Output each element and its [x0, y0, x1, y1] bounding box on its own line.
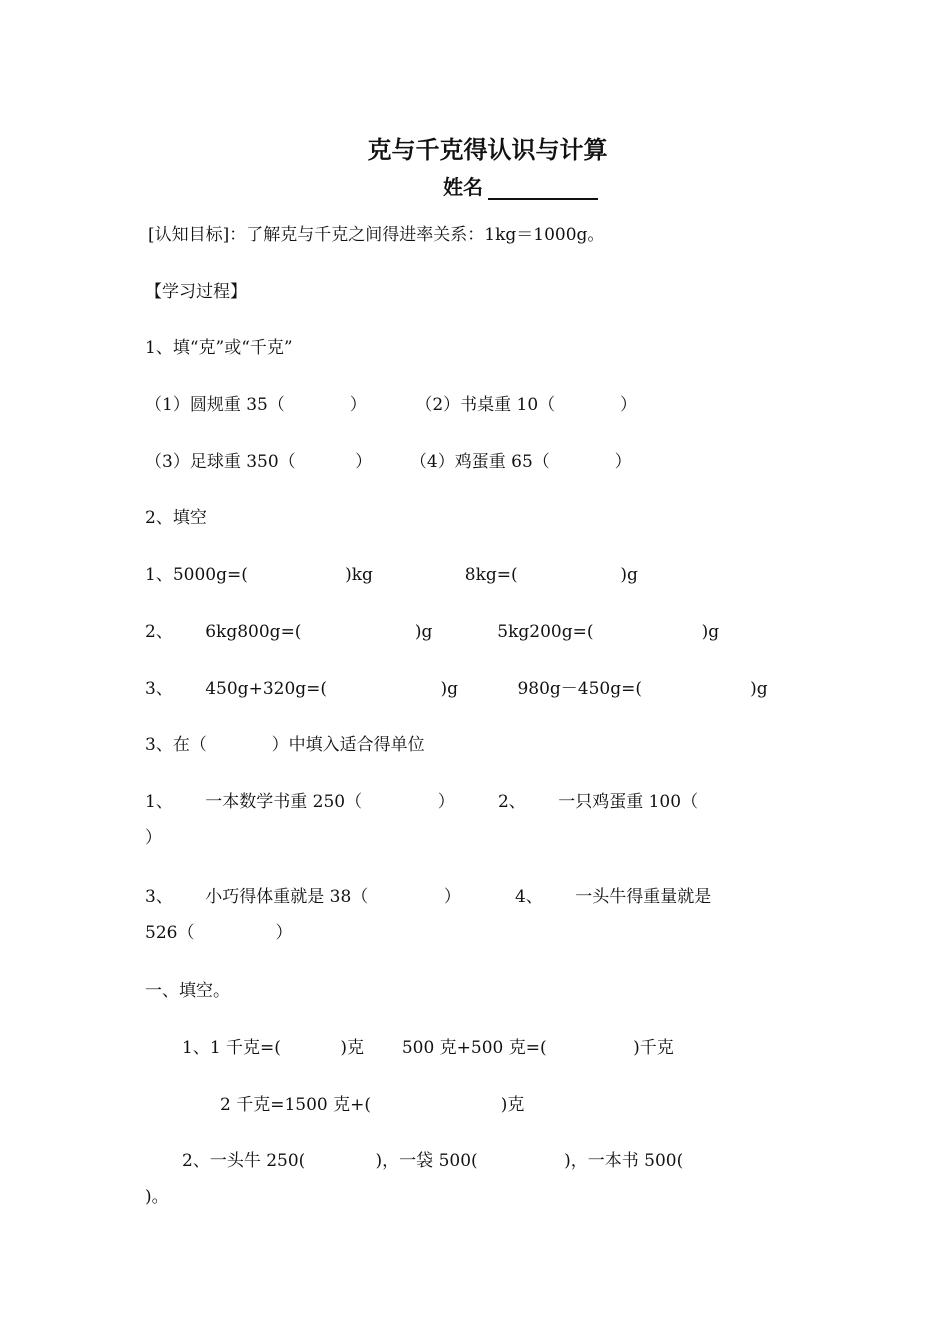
name-blank-line[interactable]	[488, 198, 598, 200]
q2-row-3: 3、 450g+320g=( )g 980g－450g=( )g	[145, 679, 768, 699]
page-title: 克与千克得认识与计算	[367, 135, 608, 164]
q3-row-2-wrap: 526（ ）	[145, 923, 293, 943]
q2-row-1: 1、5000g=( )kg 8kg=( )g	[145, 565, 638, 585]
q1-row-2: （3）足球重 350（ ） （4）鸡蛋重 65（ ）	[145, 452, 632, 472]
q2-heading: 2、填空	[145, 508, 207, 528]
part1-row-3-wrap: )。	[145, 1187, 169, 1207]
part1-heading: 一、填空。	[145, 981, 230, 1001]
learning-goal: [认知目标]：了解克与千克之间得进率关系：1kg＝1000g。	[148, 225, 605, 245]
part1-row-3: 2、一头牛 250( )，一袋 500( )，一本书 500(	[182, 1151, 684, 1171]
q3-heading: 3、在（ ）中填入适合得单位	[145, 735, 425, 755]
q3-row-1: 1、 一本数学书重 250（ ） 2、 一只鸡蛋重 100（	[145, 792, 699, 812]
q3-row-1-wrap: ）	[145, 828, 162, 848]
part1-row-1: 1、1 千克=( )克 500 克+500 克=( )千克	[182, 1038, 674, 1058]
part1-row-2: 2 千克=1500 克+( )克	[220, 1095, 525, 1115]
process-heading: 【学习过程】	[145, 282, 247, 302]
q1-row-1: （1）圆规重 35（ ） （2）书桌重 10（ ）	[145, 395, 638, 415]
q3-row-2: 3、 小巧得体重就是 38（ ） 4、 一头牛得重量就是	[145, 887, 712, 907]
q2-row-2: 2、 6kg800g=( )g 5kg200g=( )g	[145, 622, 720, 642]
q1-heading: 1、填“克”或“千克”	[145, 338, 293, 358]
name-label: 姓名	[443, 175, 483, 199]
